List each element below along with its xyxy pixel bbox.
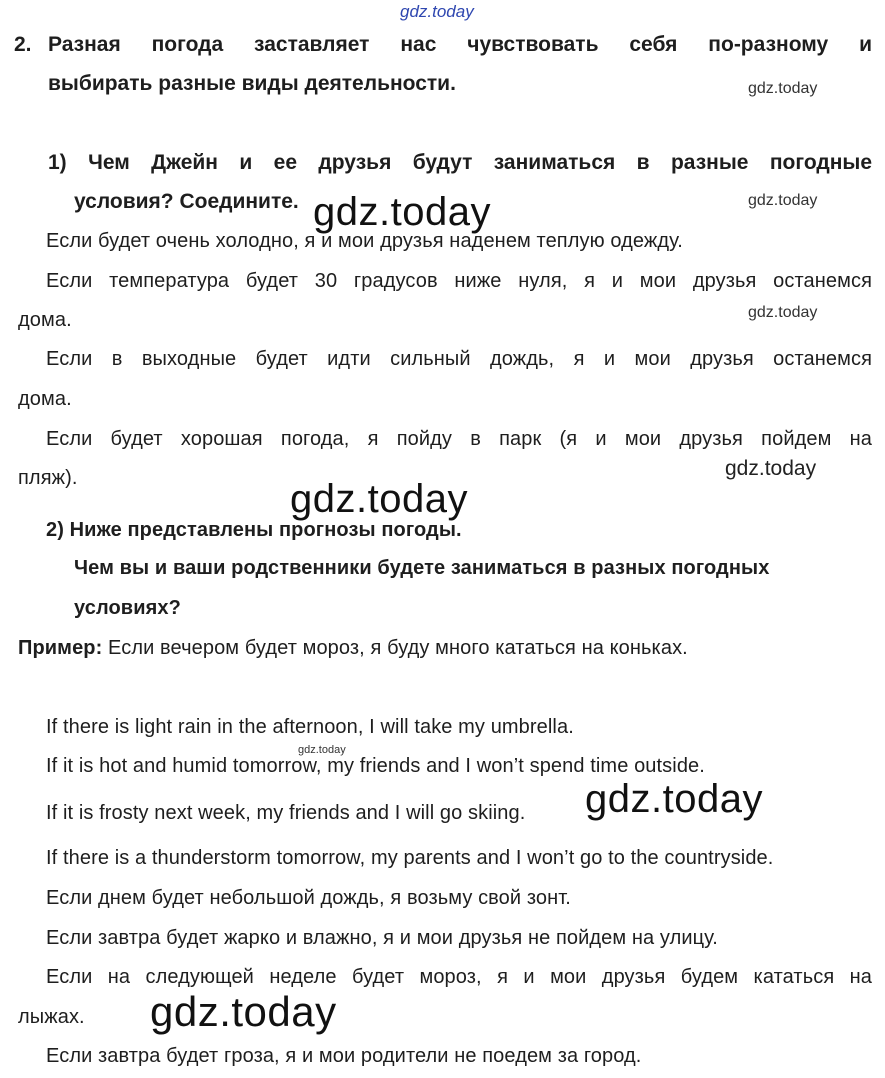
watermark: gdz.today [748, 192, 818, 209]
watermark-large: gdz.today [290, 477, 468, 521]
task-heading-line1: Разная погода заставляет нас чувствовать себя по-разному и [48, 33, 872, 56]
part1-line: дома. [18, 309, 72, 331]
watermark-small: gdz.today [298, 744, 346, 756]
watermark: gdz.today [725, 457, 817, 480]
watermark-large: gdz.today [313, 190, 491, 234]
task-number: 2. [14, 33, 32, 56]
answer-ru: Если завтра будет гроза, я и мои родители не поедем за город. [46, 1045, 642, 1067]
part1-line: Если температура будет 30 градусов ниже нуля, я и мои друзья останемся [46, 270, 872, 292]
example-text: Если вечером будет мороз, я буду много кататься на коньках. [102, 637, 688, 659]
part2-title-line1: 2) Ниже представлены прогнозы погоды. [46, 519, 462, 541]
part2-title-line3: условиях? [74, 597, 181, 619]
part1-line: Если будет очень холодно, я и мои друзья наденем теплую одежду. [46, 230, 683, 252]
watermark: gdz.today [748, 80, 818, 97]
part1-title-line2: условия? Соедините. [74, 190, 299, 213]
part2-title-line2: Чем вы и ваши родственники будете заниматься в разных погодных [74, 557, 770, 579]
answer-ru: лыжах. [18, 1006, 85, 1028]
part1-line: Если в выходные будет идти сильный дождь, я и мои друзья останемся [46, 348, 872, 370]
answer-ru: Если завтра будет жарко и влажно, я и мои друзья не пойдем на улицу. [46, 927, 718, 949]
part1-line: дома. [18, 388, 72, 410]
watermark-large: gdz.today [585, 777, 763, 821]
part1-line: Если будет хорошая погода, я пойду в парк (я и мои друзья пойдем на [46, 428, 872, 450]
answer-en: If it is hot and humid tomorrow, my friends and I won’t spend time outside. [46, 755, 705, 777]
watermark-top: gdz.today [400, 2, 474, 21]
answer-en: If there is light rain in the afternoon, I will take my umbrella. [46, 716, 574, 738]
watermark-large: gdz.today [150, 988, 337, 1035]
example-line [18, 637, 688, 660]
part1-title-line1: 1) Чем Джейн и ее друзья будут заниматься в разные погодные [48, 151, 872, 174]
watermark: gdz.today [748, 304, 818, 321]
example-label: Пример: [18, 637, 103, 659]
task-heading-line2: выбирать разные виды деятельности. [48, 72, 456, 95]
answer-en: If it is frosty next week, my friends and I will go skiing. [46, 802, 526, 824]
answer-en: If there is a thunderstorm tomorrow, my parents and I won’t go to the countryside. [46, 847, 774, 869]
answer-ru: Если днем будет небольшой дождь, я возьму свой зонт. [46, 887, 571, 909]
answer-ru: Если на следующей неделе будет мороз, я и мои друзья будем кататься на [46, 966, 872, 988]
part1-line: пляж). [18, 467, 78, 489]
